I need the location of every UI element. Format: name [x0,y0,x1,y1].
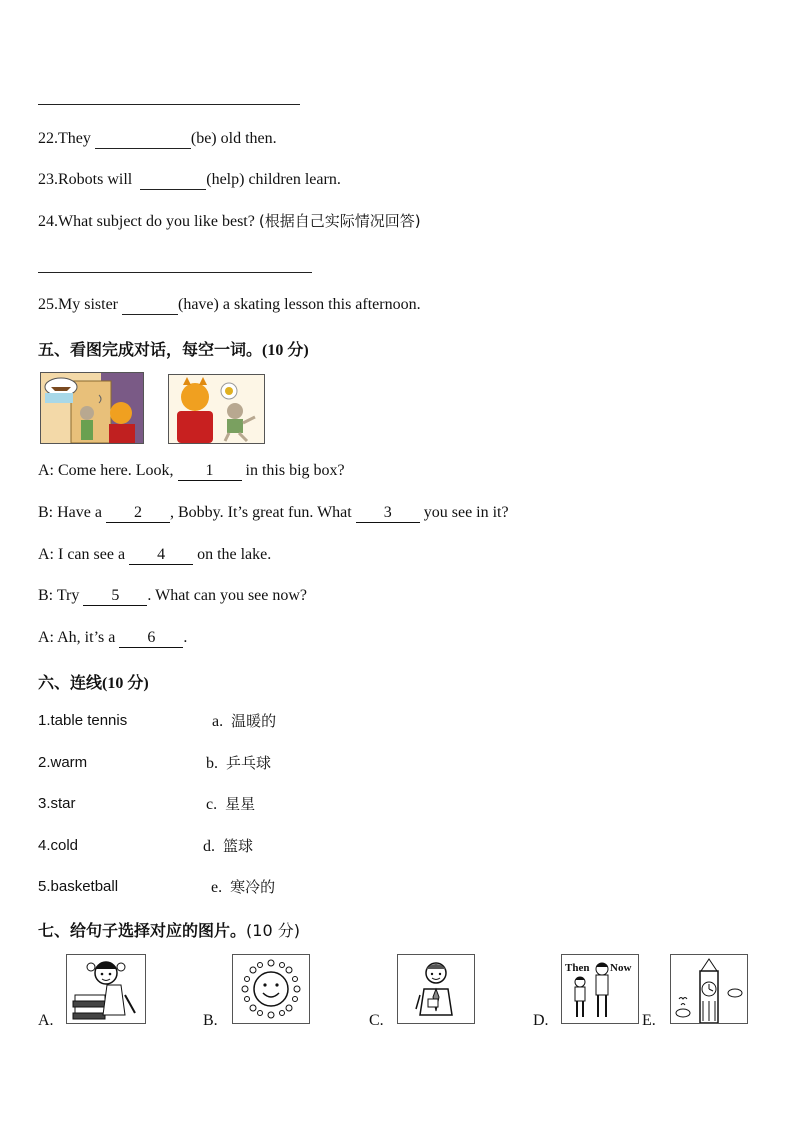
section-points: (10 分) [262,342,309,359]
question-number: 22. [38,130,58,147]
match-left-4[interactable]: 4.cold [38,837,79,854]
option-letter-e[interactable]: E. [642,1012,656,1029]
section-5-heading [38,337,309,360]
section-title: 七、给句子选择对应的图片。 [38,921,247,940]
now-label: Now [610,962,632,974]
option-picture-b[interactable] [232,954,310,1024]
option-letter-b[interactable]: B. [203,1012,218,1029]
dialogue-text: A: I can see a [38,546,130,563]
question-number: 23. [38,171,58,188]
question-text: (have) a skating lesson this afternoon. [178,296,421,313]
option-letter-c[interactable]: C. [369,1012,384,1029]
match-letter: d. [203,838,215,855]
section-6-heading [38,670,149,693]
dialogue-line-3 [38,545,271,565]
match-letter: a. [212,713,224,730]
dialogue-text: B: Have a [38,504,106,521]
question-number: 24. [38,213,58,230]
dialogue-picture-2 [168,374,265,444]
dialogue-picture-1 [40,372,144,444]
dialogue-text: in this big box? [241,462,345,479]
question-number: 25. [38,296,58,313]
match-word: 篮球 [223,837,254,855]
tiger-and-mouse-talking-image [169,375,264,443]
question-text: (help) children learn. [206,171,341,188]
match-letter: c. [206,796,218,813]
dialogue-text: you see in it? [419,504,509,521]
option-picture-a[interactable] [66,954,146,1024]
match-word: 寒冷的 [230,878,276,896]
match-left-2[interactable]: 2.warm [38,754,88,771]
dialogue-line-1 [38,461,345,481]
section-title: 五、看图完成对话，每空一词。 [38,340,263,359]
answer-blank[interactable] [122,298,178,315]
match-right-a[interactable] [212,711,276,732]
question-text: They [58,130,91,147]
dialogue-text: . What can you see now? [147,587,308,604]
match-word: 温暖的 [231,712,277,730]
match-right-d[interactable] [203,836,253,857]
question-text: (be) old then. [190,130,277,147]
answer-blank[interactable] [140,173,206,190]
question-23 [38,170,341,190]
dialogue-text: B: Try [38,587,84,604]
question-24 [38,211,421,232]
answer-line-24[interactable] [38,254,312,273]
teacher-icon [398,955,474,1023]
match-right-e[interactable] [211,877,275,898]
dialogue-text: , Bobby. It’s great fun. What [169,504,356,521]
mouse-and-tiger-at-box-image [41,373,143,443]
question-text: What subject do you like best? [58,213,259,230]
section-points: (10 分) [102,675,149,692]
match-left-5[interactable]: 5.basketball [38,878,119,895]
option-picture-d[interactable] [561,954,639,1024]
match-word: 乒乓球 [226,754,272,772]
dialogue-text: A: Ah, it’s a [38,629,120,646]
dialogue-text: . [183,629,188,646]
then-label: Then [565,962,590,974]
answer-blank-2[interactable]: 2 [106,504,170,523]
section-points: (10 分) [246,921,300,940]
answer-blank-4[interactable]: 4 [129,546,193,565]
question-text: My sister [58,296,118,313]
option-picture-e[interactable] [670,954,748,1024]
dialogue-line-2 [38,503,509,523]
dialogue-line-4 [38,586,307,606]
match-word: 星星 [225,795,256,813]
then-now-boy-icon [562,955,638,1023]
answer-blank-6[interactable]: 6 [119,629,183,648]
option-letter-a[interactable]: A. [38,1012,54,1029]
section-title: 六、连线 [38,673,103,692]
answer-blank[interactable] [95,132,191,149]
question-text: Robots will [58,171,133,188]
option-picture-c[interactable] [397,954,475,1024]
option-letter-d[interactable]: D. [533,1012,549,1029]
dialogue-line-5 [38,628,187,648]
answer-blank-5[interactable]: 5 [83,587,147,606]
match-right-b[interactable] [206,753,271,774]
match-left-1[interactable]: 1.table tennis [38,712,128,729]
sun-icon [233,955,309,1023]
section-7-heading [38,918,300,941]
answer-blank-3[interactable]: 3 [356,504,420,523]
dialogue-text: A: Come here. Look, [38,462,178,479]
question-note: (根据自己实际情况回答) [258,212,421,230]
dialogue-text: on the lake. [193,546,272,563]
answer-blank-1[interactable]: 1 [178,462,242,481]
clock-tower-icon [671,955,747,1023]
match-letter: e. [211,879,223,896]
question-22 [38,129,277,149]
match-left-3[interactable]: 3.star [38,795,76,812]
match-right-c[interactable] [206,794,255,815]
girl-with-books-icon [67,955,145,1023]
answer-line-21[interactable] [38,86,300,105]
question-25 [38,295,421,315]
match-letter: b. [206,755,218,772]
